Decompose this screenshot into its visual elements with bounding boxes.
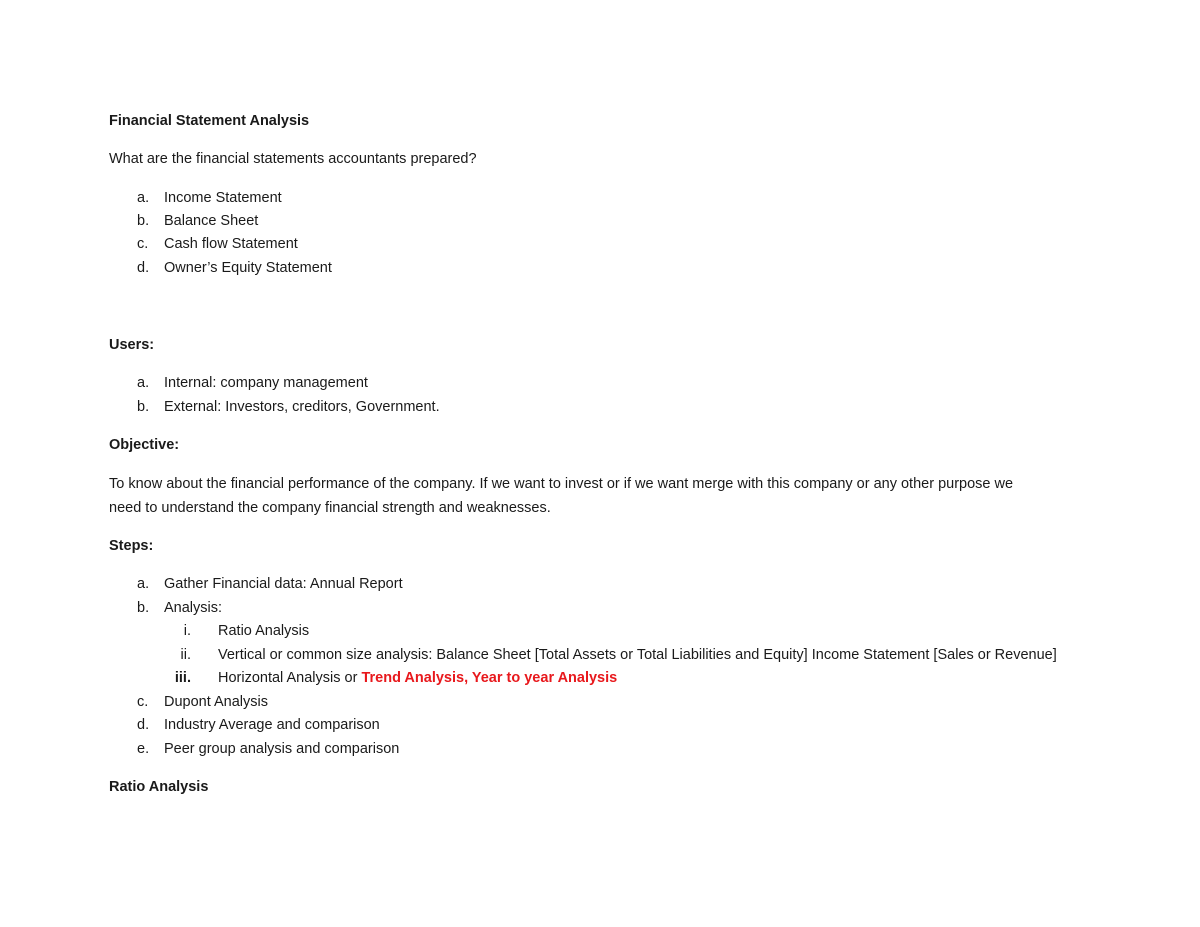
users-heading: Users: <box>109 337 155 353</box>
steps-heading: Steps: <box>109 538 154 554</box>
objective-line-2: need to understand the company financial strength and weaknesses. <box>109 500 551 516</box>
list-marker: c. <box>137 694 149 710</box>
list-item: Peer group analysis and comparison <box>164 741 400 757</box>
list-item: Income Statement <box>164 190 282 206</box>
list-marker: a. <box>137 576 150 592</box>
list-marker: d. <box>137 260 150 276</box>
sublist-marker: i. <box>183 623 191 639</box>
list-item: Dupont Analysis <box>164 694 268 710</box>
highlighted-text: Trend Analysis, Year to year Analysis <box>361 670 618 686</box>
list-marker: a. <box>137 375 150 391</box>
list-marker: b. <box>137 213 150 229</box>
sublist-item: Vertical or common size analysis: Balance Sheet [Total Assets or Total Liabilities and Equity] Income Statement [Sales or Revenue] <box>218 647 1057 663</box>
list-marker: d. <box>137 717 150 733</box>
list-item: Balance Sheet <box>164 213 259 229</box>
list-marker: b. <box>137 600 150 616</box>
sublist-item <box>218 669 617 687</box>
list-item: Analysis: <box>164 600 223 616</box>
list-item: External: Investors, creditors, Government. <box>164 399 440 415</box>
sublist-marker: ii. <box>180 647 191 663</box>
list-item: Industry Average and comparison <box>164 717 380 733</box>
sublist-item: Ratio Analysis <box>218 623 310 639</box>
list-marker: b. <box>137 399 150 415</box>
sublist-marker: iii. <box>174 670 191 686</box>
list-marker: c. <box>137 236 149 252</box>
objective-line-1: To know about the financial performance of the company. If we want to invest or if we want merge with this company or any other purpose we <box>109 476 1014 492</box>
ratio-analysis-heading: Ratio Analysis <box>109 779 209 795</box>
document-title: Financial Statement Analysis <box>109 113 310 129</box>
list-marker: e. <box>137 741 150 757</box>
objective-heading: Objective: <box>109 437 180 453</box>
list-item: Cash flow Statement <box>164 236 298 252</box>
list-marker: a. <box>137 190 150 206</box>
question-text: What are the financial statements accountants prepared? <box>109 151 477 167</box>
list-item: Owner’s Equity Statement <box>164 260 332 276</box>
list-item: Gather Financial data: Annual Report <box>164 576 403 592</box>
sublist-item-text: Horizontal Analysis or <box>218 670 362 686</box>
list-item: Internal: company management <box>164 375 368 391</box>
